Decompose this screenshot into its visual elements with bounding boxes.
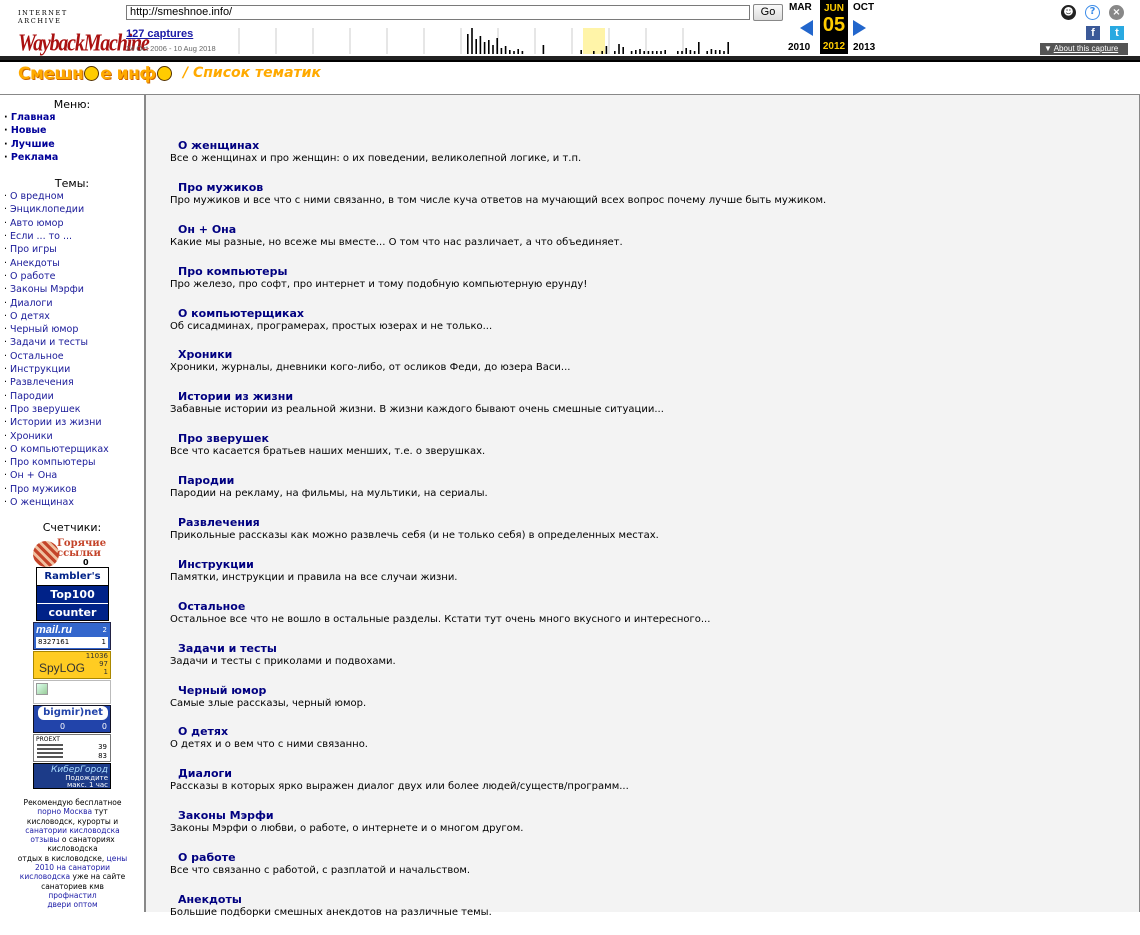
smiley-icon bbox=[84, 66, 99, 81]
ads-link[interactable]: порно Москва bbox=[37, 807, 93, 817]
topic-title-link[interactable]: Истории из жизни bbox=[178, 390, 294, 404]
wayback-date-range: 24 Oct 2006 - 10 Aug 2018 bbox=[126, 44, 216, 53]
wayback-prev-year[interactable]: 2010 bbox=[788, 42, 811, 53]
ads-line: кисловодска bbox=[47, 844, 98, 854]
about-capture-label: About this capture bbox=[1053, 44, 1119, 53]
kibergorod-status bbox=[65, 775, 108, 789]
sparkline-bar bbox=[614, 51, 616, 54]
hotlog-counter[interactable] bbox=[33, 539, 111, 567]
topic-item bbox=[170, 307, 1130, 349]
sparkline-bar bbox=[706, 51, 708, 54]
hotlog-label: Горячие ссылки bbox=[57, 538, 107, 559]
spylog-values bbox=[86, 652, 108, 676]
wayback-logo[interactable] bbox=[18, 6, 149, 57]
topic-item bbox=[170, 474, 1130, 516]
topic-item bbox=[170, 265, 1130, 307]
sidebar bbox=[0, 94, 145, 912]
wayback-current-day: 05 bbox=[822, 14, 846, 36]
mailru-stat1: 2 bbox=[102, 626, 107, 634]
topic-item bbox=[170, 725, 1130, 767]
ads-line bbox=[0, 854, 145, 863]
wayback-current-date bbox=[820, 0, 848, 54]
broken-image-icon bbox=[36, 683, 48, 695]
topic-item bbox=[170, 684, 1130, 726]
topic-title-link[interactable]: О компьютерщиках bbox=[178, 306, 305, 320]
sidebar-theme-item[interactable]: · Истории из жизни bbox=[4, 416, 144, 429]
sidebar-theme-item[interactable]: · Диалоги bbox=[4, 297, 144, 310]
topic-item bbox=[170, 390, 1130, 432]
ads-line: санаториев кмв bbox=[41, 881, 104, 891]
topic-description: Прикольные рассказы как можно развлечь себя (и не только себя) в определенных местах. bbox=[170, 530, 659, 542]
sparkline-bar bbox=[711, 49, 713, 54]
kibergorod-logo: КиберГород bbox=[50, 765, 108, 775]
sparkline-bar bbox=[690, 50, 692, 54]
topic-title-link[interactable]: Инструкции bbox=[178, 557, 254, 571]
topic-title-link[interactable]: О женщинах bbox=[178, 139, 260, 152]
site-logo-part2: е инф bbox=[100, 64, 156, 84]
sparkline-current-year-highlight bbox=[583, 28, 605, 54]
ads-link[interactable]: отзывы bbox=[30, 835, 60, 845]
sparkline-bar bbox=[622, 47, 624, 54]
site-header bbox=[0, 62, 1140, 90]
sidebar-menu-item[interactable]: · Реклама bbox=[4, 151, 144, 164]
wayback-current-year: 2012 bbox=[822, 41, 846, 52]
topic-title-link[interactable]: Пародии bbox=[178, 474, 235, 488]
topic-description: Про железо, про софт, про интернет и тому подобную компьютерную ерунду! bbox=[170, 278, 588, 290]
topic-title-link[interactable]: Анекдоты bbox=[178, 893, 242, 907]
topic-title-link[interactable]: Про мужиков bbox=[178, 180, 264, 194]
sparkline-bar bbox=[660, 51, 662, 54]
topic-item bbox=[170, 851, 1130, 893]
proext-bars-icon bbox=[37, 744, 63, 758]
themes-list bbox=[0, 190, 144, 509]
topic-title-link[interactable]: Диалоги bbox=[178, 767, 232, 781]
sparkline-bar bbox=[501, 48, 503, 54]
sparkline-bar bbox=[656, 51, 658, 54]
sidebar-theme-item[interactable]: · Энциклопедии bbox=[4, 203, 144, 216]
spylog-v2: 97 bbox=[99, 660, 108, 668]
sparkline-bar bbox=[492, 45, 494, 54]
sparkline-bar bbox=[580, 50, 582, 54]
topic-description: Про мужиков и все что с ними связанно, в том числе куча ответов на мучающий всех вопрос почему лучше быть мужиком. bbox=[170, 194, 827, 206]
ads-link[interactable]: кисловодска bbox=[19, 872, 71, 882]
sidebar-theme-item[interactable]: · О детях bbox=[4, 310, 144, 323]
topic-title-link[interactable]: О работе bbox=[178, 851, 236, 865]
sparkline-bar bbox=[643, 51, 645, 54]
topic-item bbox=[170, 809, 1130, 851]
sparkline-bar bbox=[694, 51, 696, 54]
bigmir-a: 0 bbox=[60, 722, 66, 731]
ads-link[interactable]: 2010 на санатории bbox=[34, 863, 111, 873]
wayback-next-arrow-icon[interactable] bbox=[853, 20, 866, 36]
site-logo[interactable] bbox=[18, 64, 173, 86]
sparkline-bar bbox=[488, 40, 490, 54]
help-icon[interactable]: ? bbox=[1085, 5, 1100, 20]
topic-title-link[interactable]: Законы Мэрфи bbox=[178, 809, 274, 823]
ads-line bbox=[0, 835, 145, 844]
sparkline-bar bbox=[471, 28, 473, 54]
bigmir-logo: bigmir)net bbox=[38, 706, 108, 720]
sparkline-bar bbox=[505, 46, 507, 54]
sparkline-bar bbox=[685, 48, 687, 54]
topic-title-link[interactable]: Задачи и тесты bbox=[178, 641, 277, 655]
wayback-logo-line2: WaybackMachine bbox=[18, 30, 149, 57]
sidebar-theme-item[interactable]: · Про компьютеры bbox=[4, 456, 144, 469]
sparkline-bar bbox=[513, 51, 515, 54]
sparkline-bar bbox=[593, 51, 595, 54]
sparkline-bar bbox=[480, 36, 482, 54]
topic-description: Об сисадминах, програмерах, простых юзерах и не только... bbox=[170, 320, 493, 332]
wayback-url-input[interactable]: http://smeshnoe.info/ bbox=[126, 5, 750, 20]
sparkline-bar bbox=[652, 51, 654, 54]
sidebar-theme-item[interactable]: · Инструкции bbox=[4, 363, 144, 376]
ads-text: уже на сайте bbox=[70, 872, 126, 882]
topic-description: Какие мы разные, но всеже мы вместе... О том что нас различает, а что объединяет. bbox=[170, 236, 623, 248]
kibergorod-counter[interactable] bbox=[33, 763, 111, 789]
topic-item bbox=[170, 348, 1130, 390]
rambler-line3: counter bbox=[37, 603, 108, 620]
menu-list bbox=[0, 111, 144, 164]
ads-line: кисловодск, курорты и bbox=[26, 816, 119, 826]
topic-title-link[interactable]: О детях bbox=[178, 725, 229, 739]
sidebar-theme-item[interactable]: · Хроники bbox=[4, 430, 144, 443]
ads-link[interactable]: профнастил bbox=[48, 890, 97, 900]
topic-description: Пародии на рекламу, на фильмы, на мультики, на сериалы. bbox=[170, 488, 488, 500]
ads-line bbox=[0, 807, 145, 816]
mailru-stat2: 1 bbox=[101, 638, 106, 646]
sparkline-bar bbox=[484, 42, 486, 54]
topic-description: Хроники, журналы, дневники кого-либо, от осликов Феди, до юзера Васи... bbox=[170, 362, 571, 374]
sparkline-bar bbox=[606, 46, 608, 54]
sparkline-bar bbox=[639, 49, 641, 54]
wayback-toolbar bbox=[0, 0, 1140, 60]
sparkline-bar bbox=[727, 42, 729, 54]
topic-description: Все о женщинах и про женщин: о их поведении, великолепной логике, и т.п. bbox=[170, 153, 582, 164]
site-logo-part1: Смешн bbox=[18, 64, 84, 84]
topic-item bbox=[170, 600, 1130, 642]
topic-item bbox=[170, 516, 1130, 558]
topic-description: Законы Мэрфи о любви, о работе, о интернете и о многом другом. bbox=[170, 823, 524, 835]
wayback-next-month[interactable]: OCT bbox=[853, 2, 875, 13]
bigmir-b: 0 bbox=[101, 722, 107, 731]
themes-title: Темы: bbox=[54, 177, 90, 191]
topic-description: Все что касается братьев наших менших, т.е. о зверушках. bbox=[170, 446, 486, 458]
topic-item bbox=[170, 893, 1130, 935]
close-icon[interactable]: × bbox=[1109, 5, 1124, 20]
sidebar-theme-item[interactable]: · Пародии bbox=[4, 390, 144, 403]
topic-item bbox=[170, 432, 1130, 474]
sparkline-bar bbox=[467, 34, 469, 54]
ads-link[interactable]: санатории кисловодска bbox=[25, 825, 120, 835]
sparkline-bar bbox=[635, 50, 637, 54]
topic-title-link[interactable]: Про зверушек bbox=[178, 432, 269, 446]
sparkline-bar bbox=[723, 51, 725, 54]
ads-link[interactable]: двери оптом bbox=[47, 900, 98, 910]
wayback-logo-line1: INTERNET ARCHIVE bbox=[18, 9, 68, 25]
twitter-icon[interactable]: t bbox=[1110, 26, 1124, 40]
sparkline-bar bbox=[631, 51, 633, 54]
ads-text: о санаториях bbox=[59, 835, 115, 845]
facebook-icon[interactable]: f bbox=[1086, 26, 1100, 40]
sidebar-theme-item[interactable]: · Авто юмор bbox=[4, 217, 144, 230]
sidebar-theme-item[interactable]: · Черный юмор bbox=[4, 323, 144, 336]
ads-text: отдых в кисловодске, bbox=[17, 853, 107, 863]
hotlog-ball-icon bbox=[33, 541, 59, 567]
bigmir-counter[interactable] bbox=[33, 705, 111, 733]
proext-values bbox=[98, 743, 107, 761]
sidebar-theme-item[interactable]: · Про игры bbox=[4, 243, 144, 256]
about-capture-button[interactable] bbox=[1040, 43, 1128, 55]
sidebar-theme-item[interactable]: · Задачи и тесты bbox=[4, 336, 144, 349]
sparkline-bar bbox=[618, 44, 620, 54]
spylog-v1: 11036 bbox=[85, 652, 108, 660]
sparkline-bar bbox=[648, 51, 650, 54]
topic-item bbox=[170, 767, 1130, 809]
wayback-prev-arrow-icon[interactable] bbox=[800, 20, 813, 36]
smiley-icon bbox=[157, 66, 172, 81]
main-content bbox=[145, 94, 1140, 919]
topic-item bbox=[170, 223, 1130, 265]
topic-title-link[interactable]: Развлечения bbox=[178, 516, 260, 530]
sidebar-theme-item[interactable]: · Законы Мэрфи bbox=[4, 283, 144, 296]
topic-description: Забавные истории из реальной жизни. В жизни каждого бывают очень смешные ситуации... bbox=[170, 404, 664, 416]
chevron-down-icon: ▼ bbox=[1044, 44, 1052, 53]
topic-description: Самые злые рассказы, черный юмор. bbox=[170, 697, 367, 709]
sidebar-theme-item[interactable]: · О компьютерщиках bbox=[4, 443, 144, 456]
topic-title-link[interactable]: Черный юмор bbox=[178, 683, 267, 697]
sidebar-menu-item[interactable]: · Новые bbox=[4, 124, 144, 137]
topic-description: Задачи и тесты с приколами и подвохами. bbox=[170, 655, 396, 667]
sparkline-bar bbox=[522, 51, 524, 54]
rambler-line2: Top100 bbox=[37, 586, 108, 603]
mailru-count: 8327161 bbox=[36, 637, 108, 648]
sidebar-menu-item[interactable]: · Лучшие bbox=[4, 138, 144, 151]
proext-counter[interactable] bbox=[33, 734, 111, 762]
topic-item bbox=[170, 558, 1130, 600]
sparkline-bar bbox=[677, 51, 679, 54]
ads-line bbox=[0, 872, 145, 881]
sparkline-bar bbox=[664, 50, 666, 54]
sparkline-bar bbox=[517, 49, 519, 54]
topic-description: О детях и о вем что с ними связанно. bbox=[170, 739, 368, 751]
menu-title: Меню: bbox=[53, 98, 91, 111]
kibergorod-s1: Подождите bbox=[65, 774, 108, 782]
topic-description: Памятки, инструкции и правила на все случаи жизни. bbox=[170, 571, 458, 583]
sparkline-bar bbox=[496, 38, 498, 54]
sparkline-bar bbox=[475, 39, 477, 54]
wayback-capture-sparkline[interactable] bbox=[227, 24, 783, 54]
ads-text: тут bbox=[92, 807, 108, 817]
spylog-v3: 1 bbox=[103, 668, 108, 676]
sidebar-ads bbox=[0, 798, 145, 910]
topic-description: Остальное все что не вошло в остальные разделы. Кстати тут очень много вкусного и интересного... bbox=[170, 613, 711, 625]
proext-logo: PROEXT bbox=[36, 736, 60, 743]
wayback-prev-month[interactable]: MAR bbox=[789, 2, 812, 13]
sidebar-theme-item[interactable]: · Развлечения bbox=[4, 376, 144, 389]
proext-v2: 83 bbox=[98, 752, 107, 760]
topic-title-link[interactable]: Хроники bbox=[178, 348, 233, 362]
topic-item bbox=[170, 139, 1130, 181]
breadcrumb: / Список тематик bbox=[183, 65, 321, 81]
hotlog-count: 0 bbox=[83, 558, 89, 567]
sparkline-bar bbox=[681, 51, 683, 54]
sparkline-bar bbox=[543, 45, 545, 54]
topic-title-link[interactable]: Остальное bbox=[178, 599, 246, 613]
ads-link[interactable]: цены bbox=[106, 853, 128, 863]
sidebar-theme-item[interactable]: · О женщинах bbox=[4, 496, 144, 509]
rambler-counter[interactable] bbox=[36, 567, 109, 621]
topic-title-link[interactable]: Про компьютеры bbox=[178, 264, 288, 278]
wayback-next-year[interactable]: 2013 bbox=[853, 42, 876, 53]
user-icon[interactable]: ☻ bbox=[1061, 5, 1076, 20]
topic-description: Большие подборки смешных анекдотов на различные темы. bbox=[170, 907, 492, 919]
sparkline-bar bbox=[698, 42, 700, 54]
sidebar-menu-item[interactable]: · Главная bbox=[4, 111, 144, 124]
spylog-logo: SpyLOG bbox=[39, 661, 86, 675]
sparkline-bar bbox=[715, 50, 717, 54]
sparkline-bar bbox=[719, 50, 721, 54]
sidebar-theme-item[interactable]: · Анекдоты bbox=[4, 257, 144, 270]
kibergorod-s2: макс. 1 час bbox=[66, 781, 108, 789]
proext-v1: 39 bbox=[98, 743, 107, 751]
wayback-current-month: JUN bbox=[823, 3, 844, 14]
broken-image-counter[interactable] bbox=[33, 680, 111, 704]
topic-description: Все что связанно с работой, с разплатой и начальством. bbox=[170, 865, 471, 877]
rambler-line1: Rambler's bbox=[37, 568, 108, 586]
mailru-counter[interactable] bbox=[33, 622, 111, 650]
sparkline-bar bbox=[509, 50, 511, 54]
sidebar-theme-item[interactable]: · Он + Она bbox=[4, 469, 144, 482]
sidebar-theme-item[interactable]: · О вредном bbox=[4, 190, 144, 203]
topic-title-link[interactable]: Он + Она bbox=[178, 222, 237, 236]
mailru-logo: mail.ru bbox=[36, 624, 73, 636]
topic-item bbox=[170, 642, 1130, 684]
spylog-counter[interactable] bbox=[33, 651, 111, 679]
wayback-captures-link[interactable]: 127 captures bbox=[126, 28, 194, 40]
sidebar-theme-item[interactable]: · Про зверушек bbox=[4, 403, 144, 416]
sidebar-theme-item[interactable]: · Остальное bbox=[4, 350, 144, 363]
sidebar-theme-item[interactable]: · О работе bbox=[4, 270, 144, 283]
ads-line: Рекомендую бесплатное bbox=[23, 798, 122, 807]
topic-description: Рассказы в которых ярко выражен диалог двух или более людей/существ/программ... bbox=[170, 781, 629, 793]
sparkline-bar bbox=[601, 51, 603, 54]
sidebar-theme-item[interactable]: · Если ... то ... bbox=[4, 230, 144, 243]
sidebar-theme-item[interactable]: · Про мужиков bbox=[4, 483, 144, 496]
topic-item bbox=[170, 181, 1130, 223]
wayback-go-button[interactable]: Go bbox=[753, 4, 783, 21]
topic-list bbox=[170, 139, 1130, 935]
counters-title: Счетчики: bbox=[42, 521, 102, 535]
